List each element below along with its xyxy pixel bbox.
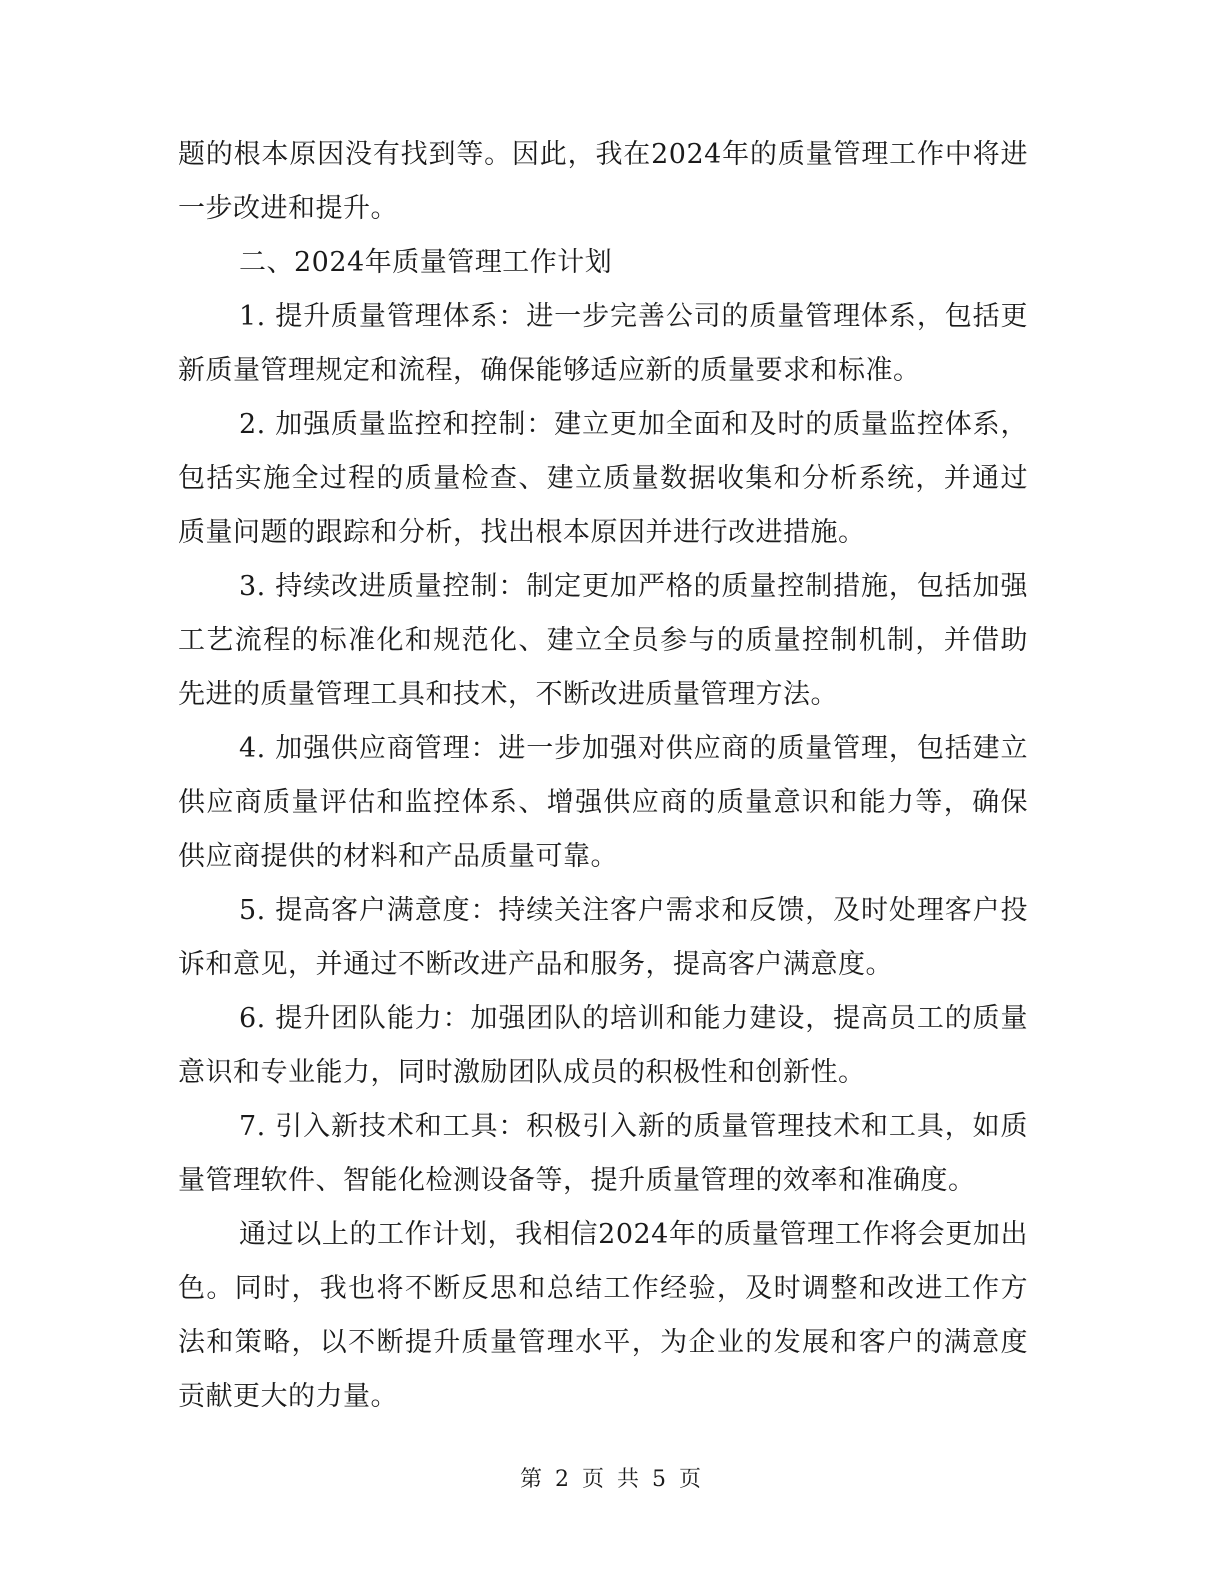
plan-item-4: 4. 加强供应商管理：进一步加强对供应商的质量管理，包括建立供应商质量评估和监控体系、增强供应商的质量意识和能力等，确保供应商提供的材料和产品质量可靠。: [178, 733, 1028, 872]
section-heading: 二、2024年质量管理工作计划: [239, 247, 613, 278]
plan-item-2: 2. 加强质量监控和控制：建立更加全面和及时的质量监控体系，包括实施全过程的质量检查、建立质量数据收集和分析系统，并通过质量问题的跟踪和分析，找出根本原因并进行改进措施。: [178, 409, 1028, 548]
plan-item-3: 3. 持续改进质量控制：制定更加严格的质量控制措施，包括加强工艺流程的标准化和规范化、建立全员参与的质量控制机制，并借助先进的质量管理工具和技术，不断改进质量管理方法。: [178, 571, 1028, 710]
document-body: [178, 128, 1028, 1424]
plan-item-1: 1. 提升质量管理体系：进一步完善公司的质量管理体系，包括更新质量管理规定和流程，确保能够适应新的质量要求和标准。: [178, 301, 1028, 386]
conclusion-paragraph: 通过以上的工作计划，我相信2024年的质量管理工作将会更加出色。同时，我也将不断反思和总结工作经验，及时调整和改进工作方法和策略，以不断提升质量管理水平，为企业的发展和客户的满意度贡献更大的力量。: [178, 1219, 1028, 1412]
plan-item-6: 6. 提升团队能力：加强团队的培训和能力建设，提高员工的质量意识和专业能力，同时激励团队成员的积极性和创新性。: [178, 1003, 1028, 1088]
paragraph-continuation: 题的根本原因没有找到等。因此，我在2024年的质量管理工作中将进一步改进和提升。: [178, 139, 1028, 224]
page-number-footer: 第 2 页 共 5 页: [520, 1467, 704, 1492]
plan-item-5: 5. 提高客户满意度：持续关注客户需求和反馈，及时处理客户投诉和意见，并通过不断改进产品和服务，提高客户满意度。: [178, 895, 1028, 980]
plan-item-7: 7. 引入新技术和工具：积极引入新的质量管理技术和工具，如质量管理软件、智能化检测设备等，提升质量管理的效率和准确度。: [178, 1111, 1028, 1196]
